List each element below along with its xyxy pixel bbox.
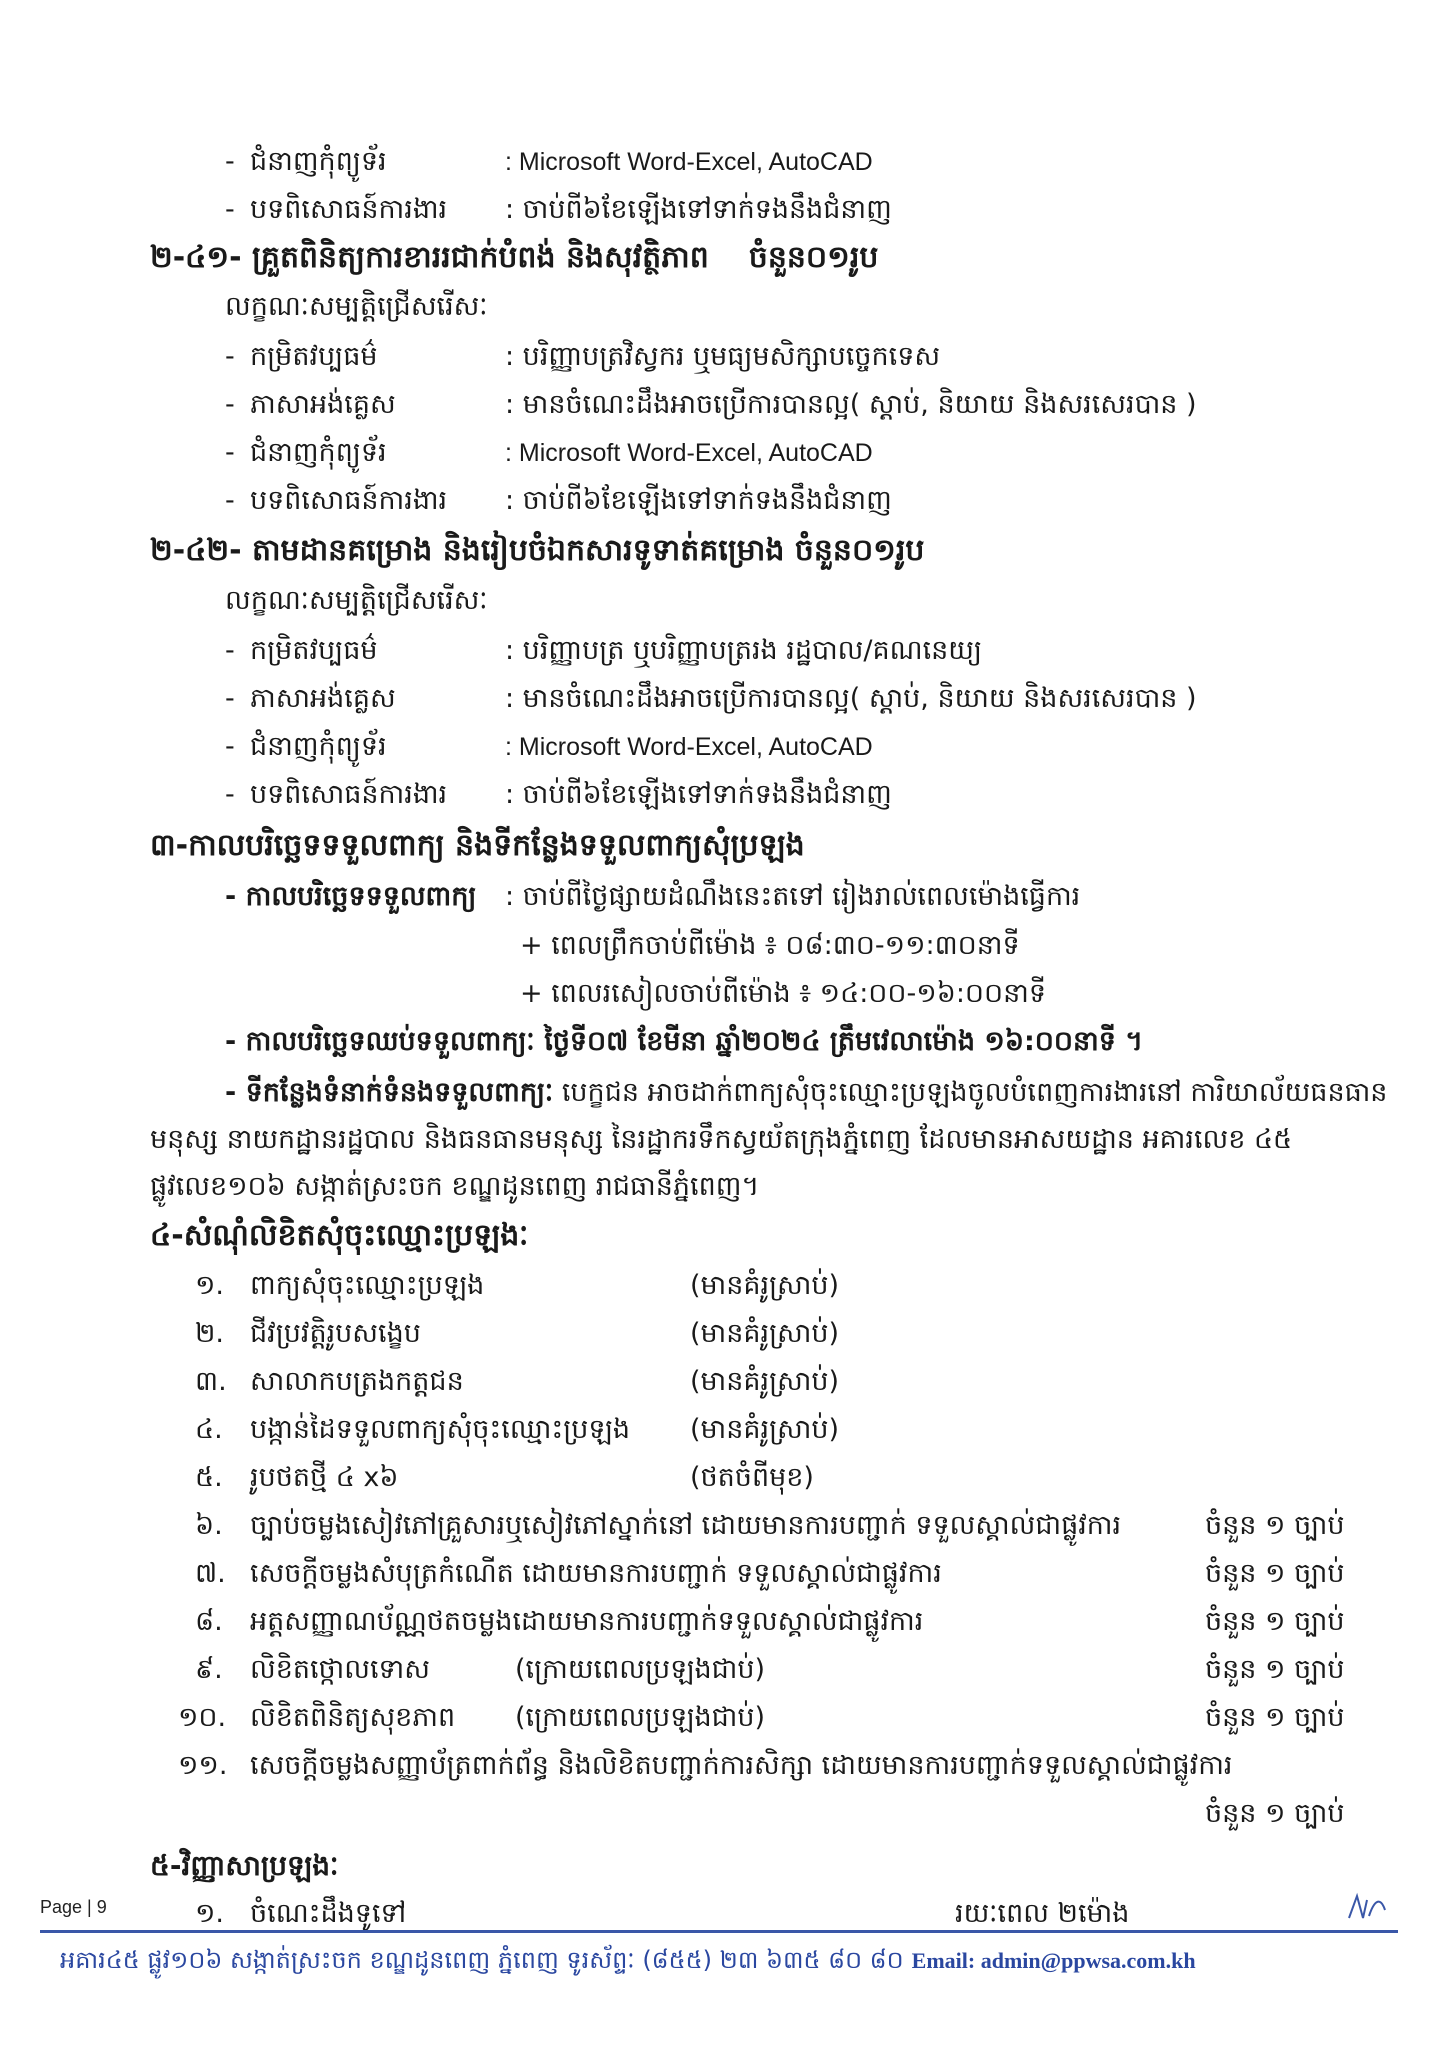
signature-mark <box>1345 1888 1391 1928</box>
document-page: - ជំនាញកុំព្យូទ័រ : Microsoft Word-Excel, AutoCAD - បទពិសោធន៍ការងារ : ចាប់ពី៦ខែឡើងទៅទាក់ទងនឹងជំនាញ ២-៤១- គ្រួតពិនិត្យការខាររជាក់បំពង់ និងសុវត្ថិភាព ចំនួន០១រូប លក្ខណៈសម្បត្តិជ្រើសរើសៈ - កម្រិតវប្បធម៌ : បរិញ្ញាបត្រវិស្វករ ឬមធ្យមសិក្សាបច្ចេកទេស - ភាសាអង់គ្លេស : មានចំណេះដឹងអាចប្រើការបានល្អ( ស្តាប់, និយាយ និងសរសេរបាន ) - ជំនាញកុំព្យូទ័រ : Microsoft Word-Excel, AutoCAD - បទពិសោធន៍ការងារ : ចាប់ពី៦ខែឡើងទៅទាក់ទងនឹងជំនាញ ២-៤២- តាមដានគម្រោង និងរៀបចំឯកសារទូទាត់គម្រោង ចំនួន០១រូប លក្ខណៈសម្បត្តិជ្រើសរើសៈ - កម្រិតវប្បធម៌ : បរិញ្ញាបត្រ ឬបរិញ្ញាបត្ររង រដ្ឋបាល/គណនេយ្យ - ភាសាអង់គ្លេស : មានចំណេះដឹងអាចប្រើការបានល្អ( ស្តាប់, និយាយ និងសរសេរបាន ) - ជំនាញកុំព្យូទ័រ : Microsoft Word-Excel, AutoCAD - បទពិសោធន៍ការងារ : ចាប់ពី៦ខែឡើងទៅទាក់ទងនឹងជំនាញ ៣-កាលបរិច្ឆេទទទួលពាក្យ និងទីកន្លែងទទួលពាក្យសុំប្រឡង - កាលបរិច្ឆេទទទួលពាក្យ : ចាប់ពីថ្ងៃផ្សាយដំណឹងនេះតទៅ រៀងរាល់ពេលម៉ោងធ្វើការ + ពេលព្រឹកចាប់ពីម៉ោង ៖ ០៨:៣០-១១:៣០នាទី + ពេលរសៀលចាប់ពីម៉ោង ៖ ១៤:០០-១៦:០០នាទី - កាលបរិច្ឆេទឈប់ទទួលពាក្យៈ ថ្ងៃទី០៧ ខែមីនា ឆ្នាំ២០២៤ ត្រឹមវេលាម៉ោង ១៦:០០នាទី ។ - ទីកន្លែងទំនាក់ទំនងទទួលពាក្យៈ បេក្ខជន អាចដាក់ពាក្យសុំចុះឈ្មោះប្រឡងចូលបំពេញការងារនៅ ការិយាល័យធនធានមនុស្ស នាយកដ្ឋានរដ្ឋបាល និងធនធានមនុស្ស នៃរដ្ឋាករទឹកស្វយ័តក្រុងភ្នំពេញ ដែលមានអាសយដ្ឋាន អគារលេខ ៤៥ ផ្លូវលេខ១០៦ សង្កាត់ស្រះចក ខណ្ឌដូនពេញ រាជធានីភ្នំពេញ។ ៤-សំណុំលិខិតសុំចុះឈ្មោះប្រឡងៈ ១. ពាក្យសុំចុះឈ្មោះប្រឡង (មានគំរូស្រាប់) ២. ជីវប្រវត្តិរូបសង្ខេប (មានគំរូស្រាប់) ៣. សាលាកបត្រងកត្តជន (មានគំរូស្រាប់) ៤. បង្កាន់ដៃទទួលពាក្យសុំចុះឈ្មោះប្រឡង (មានគំរូស្រាប់) ៥. រូបថតថ្មី ៤ x៦ (ថតចំពីមុខ) ៦. ច្បាប់ចម្លងសៀវភៅគ្រួសារឬសៀវភៅស្នាក់នៅ ដោយមានការបញ្ជាក់ ទទួលស្គាល់ជាផ្លូវការ ចំនួន ១ ច្បាប់ ៧. សេចក្តីចម្លងសំបុត្រកំណើត ដោយមានការបញ្ជាក់ ទទួលស្គាល់ជាផ្លូវការ ចំនួន ១ ច្បាប់ ៨. អត្តសញ្ញាណប័ណ្ណថតចម្លងដោយមានការបញ្ជាក់ទទួលស្គាល់ជាផ្លូវការ ចំនួន ១ ច្បាប់ ៩. លិខិតថ្កោលទោស (ក្រោយពេលប្រឡងជាប់) ចំនួន ១ ច្បាប់ ១០. លិខិតពិនិត្យសុខភាព (ក្រោយពេលប្រឡងជាប់) ចំនួន ១ ច្បាប់ ១១. សេចក្តីចម្លងសញ្ញាប័ត្រពាក់ព័ន្ធ និងលិខិតបញ្ជាក់ការសិក្សា ដោយមានការបញ្ជាក់ទទួលស្គាល់ជាផ្លូវការ ចំនួន ១ ច្បាប់ ៥-វិញ្ញាសាប្រឡងៈ ១. ចំណេះដឹងទូទៅ រយៈពេល ២ម៉ោង Page | 9 អគារ៤៥ ផ្លូវ១០៦ សង្កាត់ស្រះចក ខណ្ឌដូនពេញ ភ្នំពេញ ទូរស័ព្ទៈ (៨៥៥) ២៣ ៦៣៥ ៨០ ៨០ Email: admin@ppwsa.com.kh <box>0 0 1448 2048</box>
exam-item: ១. ចំណេះដឹងទូទៅ រយៈពេល ២ម៉ោង <box>195 1898 1130 1929</box>
morning-hours: + ពេលព្រឹកចាប់ពីម៉ោង ៖ ០៨:៣០-១១:៣០នាទី <box>520 930 1020 961</box>
row-value: : ចាប់ពី៦ខែឡើងទៅទាក់ទងនឹងជំនាញ <box>505 485 892 516</box>
row-value: : បរិញ្ញាបត្រវិស្វករ ឬមធ្យមសិក្សាបច្ចេកទេស <box>505 341 941 372</box>
row-value: : Microsoft Word-Excel, AutoCAD <box>505 439 873 467</box>
row-value: : បរិញ្ញាបត្រ ឬបរិញ្ញាបត្ររង រដ្ឋបាល/គណនេយ្យ <box>505 635 983 666</box>
headcount: ចំនួន០១រូប <box>748 240 879 275</box>
email-text: Email: admin@ppwsa.com.kh <box>911 1948 1196 1973</box>
list-item: ១០. លិខិតពិនិត្យសុខភាព (ក្រោយពេលប្រឡងជាប់) ចំនួន ១ ច្បាប់ <box>178 1702 1345 1733</box>
deadline: - កាលបរិច្ឆេទឈប់ទទួលពាក្យៈ ថ្ងៃទី០៧ ខែមីនា ឆ្នាំ២០២៤ ត្រឹមវេលាម៉ោង ១៦:០០នាទី ។ <box>225 1026 1144 1057</box>
footer-divider <box>40 1930 1398 1933</box>
page-number: Page | 9 <box>40 1897 107 1917</box>
list-item: ៣. សាលាកបត្រងកត្តជន (មានគំរូស្រាប់) <box>195 1366 840 1397</box>
list-item: ៨. អត្តសញ្ញាណប័ណ្ណថតចម្លងដោយមានការបញ្ជាក់ទទួលស្គាល់ជាផ្លូវការ ចំនួន ១ ច្បាប់ <box>195 1606 1345 1637</box>
list-item: ១១. សេចក្តីចម្លងសញ្ញាប័ត្រពាក់ព័ន្ធ និងលិខិតបញ្ជាក់ការសិក្សា ដោយមានការបញ្ជាក់ទទួលស្គាល់ជាផ្លូវការ <box>178 1750 1233 1781</box>
row-label: ជំនាញកុំព្យូទ័រ <box>250 146 387 177</box>
list-item: ៦. ច្បាប់ចម្លងសៀវភៅគ្រួសារឬសៀវភៅស្នាក់នៅ ដោយមានការបញ្ជាក់ ទទួលស្គាល់ជាផ្លូវការ ចំនួន ១ ច្បាប់ <box>195 1510 1345 1541</box>
list-item: ១. ពាក្យសុំចុះឈ្មោះប្រឡង (មានគំរូស្រាប់) <box>195 1270 840 1301</box>
list-item: ៧. សេចក្តីចម្លងសំបុត្រកំណើត ដោយមានការបញ្ជាក់ ទទួលស្គាល់ជាផ្លូវការ ចំនួន ១ ច្បាប់ <box>195 1558 1345 1589</box>
receive-period-label: - កាលបរិច្ឆេទទទួលពាក្យ <box>225 881 477 912</box>
row-label: ភាសាអង់គ្លេស <box>250 389 396 420</box>
afternoon-hours: + ពេលរសៀលចាប់ពីម៉ោង ៖ ១៤:០០-១៦:០០នាទី <box>520 978 1046 1009</box>
position-42-heading: ២-៤២- តាមដានគម្រោង និងរៀបចំឯកសារទូទាត់គម្រោង ចំនួន០១រូប <box>150 533 925 568</box>
section-4-heading: ៤-សំណុំលិខិតសុំចុះឈ្មោះប្រឡងៈ <box>150 1218 529 1253</box>
receive-period-value: : ចាប់ពីថ្ងៃផ្សាយដំណឹងនេះតទៅ រៀងរាល់ពេលម៉ោងធ្វើការ <box>505 881 1081 912</box>
row-label: ជំនាញកុំព្យូទ័រ <box>250 437 387 468</box>
section-3-heading: ៣-កាលបរិច្ឆេទទទួលពាក្យ និងទីកន្លែងទទួលពាក្យសុំប្រឡង <box>150 828 805 863</box>
place-lead: - ទីកន្លែងទំនាក់ទំនងទទួលពាក្យៈ <box>225 1077 554 1108</box>
row-label: ជំនាញកុំព្យូទ័រ <box>250 731 387 762</box>
address-text: អគារ៤៥ ផ្លូវ១០៦ សង្កាត់ស្រះចក ខណ្ឌដូនពេញ ភ្នំពេញ ទូរស័ព្ទៈ (៨៥៥) ២៣ ៦៣៥ ៨០ ៨០ <box>60 1946 904 1974</box>
row-label: កម្រិតវប្បធម៌ <box>250 635 378 666</box>
position-41-heading <box>150 232 878 284</box>
row-value: : មានចំណេះដឹងអាចប្រើការបានល្អ( ស្តាប់, និយាយ និងសរសេរបាន ) <box>505 389 1197 420</box>
row-label: បទពិសោធន៍ការងារ <box>250 194 448 225</box>
list-item: ៥. រូបថតថ្មី ៤ x៦ (ថតចំពីមុខ) <box>195 1462 814 1493</box>
list-item: ៩. លិខិតថ្កោលទោស (ក្រោយពេលប្រឡងជាប់) ចំនួន ១ ច្បាប់ <box>195 1654 1345 1685</box>
list-item-count: ចំនួន ១ ច្បាប់ <box>1205 1798 1345 1829</box>
row-value: : ចាប់ពី៦ខែឡើងទៅទាក់ទងនឹងជំនាញ <box>505 779 892 810</box>
footer-address <box>60 1940 1196 1980</box>
row-value: : Microsoft Word-Excel, AutoCAD <box>505 148 873 176</box>
contact-place <box>150 1069 1390 1210</box>
row-value: : ចាប់ពី៦ខែឡើងទៅទាក់ទងនឹងជំនាញ <box>505 194 892 225</box>
row-value: : Microsoft Word-Excel, AutoCAD <box>505 733 873 761</box>
heading-text: ២-៤១- គ្រួតពិនិត្យការខាររជាក់បំពង់ និងសុវត្ថិភាព <box>150 240 709 275</box>
place-text: បេក្ខជន អាចដាក់ពាក្យសុំចុះឈ្មោះប្រឡងចូលបំពេញការងារនៅ ការិយាល័យធនធានមនុស្ស នាយកដ្ឋានរដ្ឋបាល និងធនធានមនុស្ស នៃរដ្ឋាករទឹកស្វយ័តក្រុងភ្នំពេញ ដែលមានអាសយដ្ឋាន អគារលេខ ៤៥ ផ្លូវលេខ១០៦ សង្កាត់ស្រះចក ខណ្ឌដូនពេញ រាជធានីភ្នំពេញ។ <box>150 1077 1388 1202</box>
row-label: បទពិសោធន៍ការងារ <box>250 779 448 810</box>
list-item: ៤. បង្កាន់ដៃទទួលពាក្យសុំចុះឈ្មោះប្រឡង (មានគំរូស្រាប់) <box>195 1414 840 1445</box>
row-label: បទពិសោធន៍ការងារ <box>250 485 448 516</box>
row-label: កម្រិតវប្បធម៌ <box>250 341 378 372</box>
section-5-heading: ៥-វិញ្ញាសាប្រឡងៈ <box>150 1849 339 1882</box>
list-item: ២. ជីវប្រវត្តិរូបសង្ខេប (មានគំរូស្រាប់) <box>195 1318 840 1349</box>
criteria-label: លក្ខណៈសម្បត្តិជ្រើសរើសៈ <box>225 585 488 616</box>
criteria-label: លក្ខណៈសម្បត្តិជ្រើសរើសៈ <box>225 291 488 322</box>
row-label: ភាសាអង់គ្លេស <box>250 683 396 714</box>
row-value: : មានចំណេះដឹងអាចប្រើការបានល្អ( ស្តាប់, និយាយ និងសរសេរបាន ) <box>505 683 1197 714</box>
